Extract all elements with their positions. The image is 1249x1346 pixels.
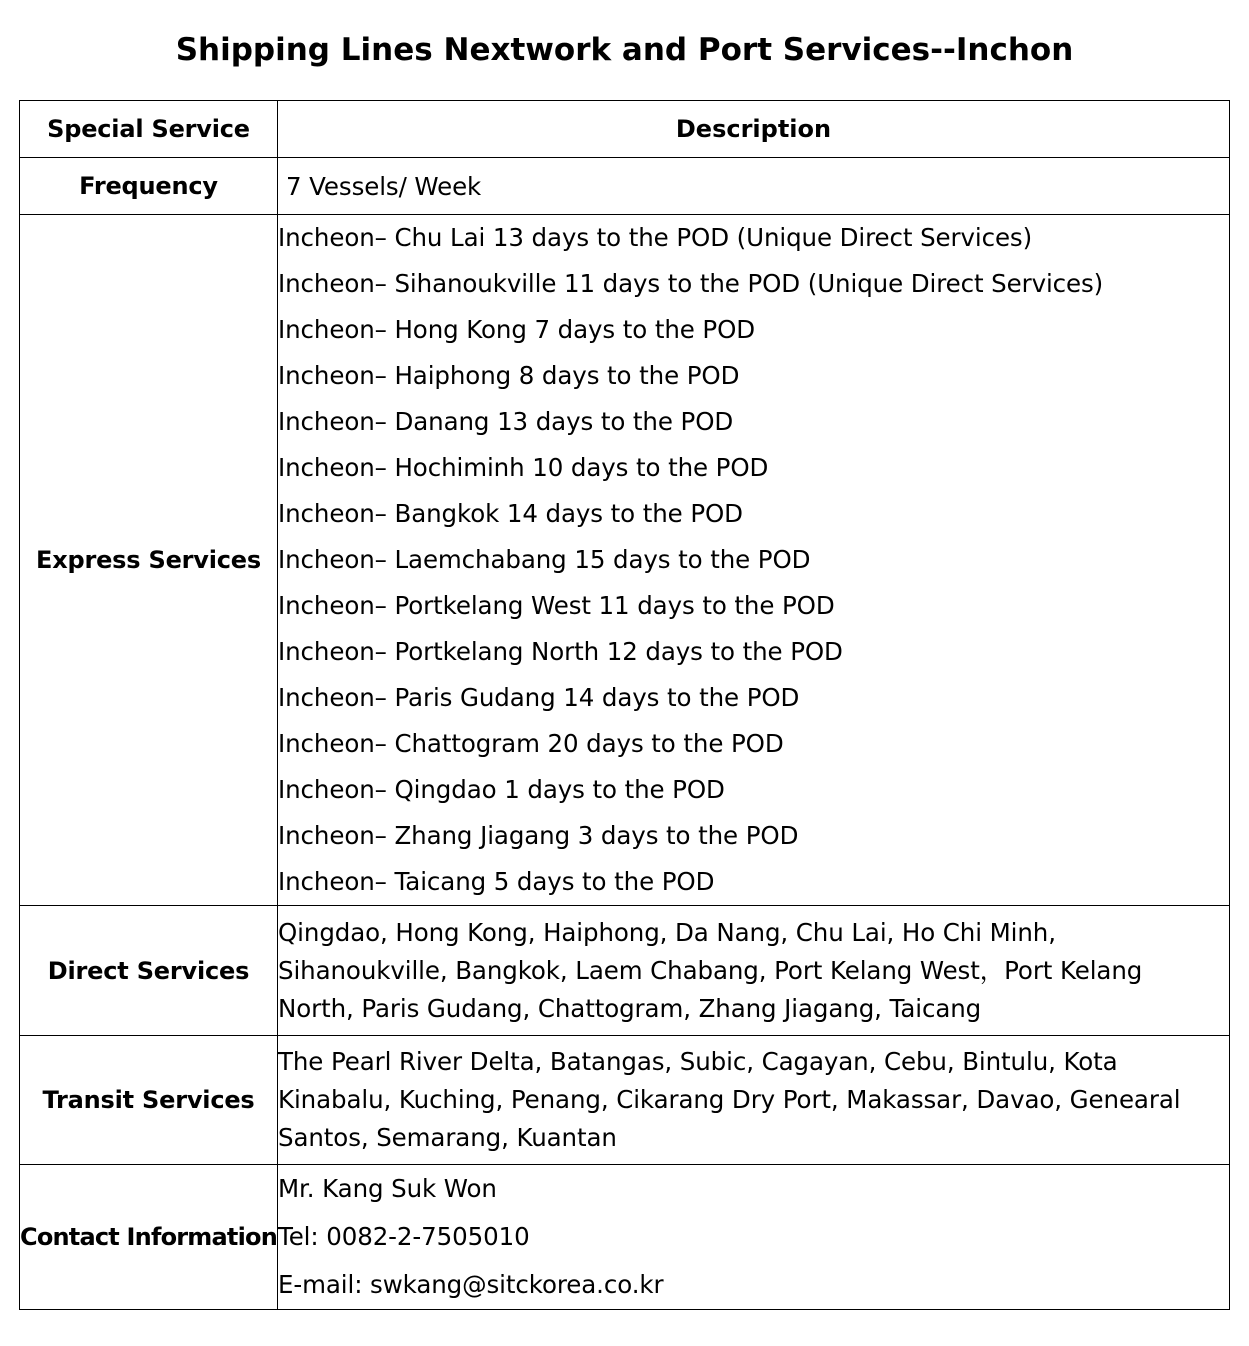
- transit-row: [20, 1036, 1230, 1165]
- express-route: Incheon– Zhang Jiagang 3 days to the POD: [278, 821, 799, 850]
- frequency-row: [20, 158, 1230, 215]
- express-route: Incheon– Hong Kong 7 days to the POD: [278, 315, 756, 344]
- transit-label: Transit Services: [20, 1036, 278, 1165]
- express-route: Incheon– Chattogram 20 days to the POD: [278, 729, 784, 758]
- direct-label: Direct Services: [20, 906, 278, 1036]
- frequency-value: 7 Vessels/ Week: [286, 171, 482, 201]
- contact-row: [20, 1165, 1230, 1310]
- express-route: Incheon– Sihanoukville 11 days to the POD (Unique Direct Services): [278, 269, 1104, 298]
- header-description: Description: [278, 101, 1230, 158]
- express-route: Incheon– Paris Gudang 14 days to the POD: [278, 683, 800, 712]
- express-route: Incheon– Bangkok 14 days to the POD: [278, 499, 743, 528]
- express-route: Incheon– Danang 13 days to the POD: [278, 407, 734, 436]
- header-row: [20, 101, 1230, 158]
- express-route: Incheon– Chu Lai 13 days to the POD (Unique Direct Services): [278, 223, 1033, 252]
- express-route: Incheon– Qingdao 1 days to the POD: [278, 775, 725, 804]
- express-route: Incheon– Portkelang North 12 days to the POD: [278, 637, 843, 666]
- contact-name: Mr. Kang Suk Won: [278, 1174, 497, 1203]
- contact-email: E-mail: swkang@sitckorea.co.kr: [278, 1270, 664, 1299]
- direct-ports: Qingdao, Hong Kong, Haiphong, Da Nang, Chu Lai, Ho Chi Minh, Sihanoukville, Bangkok, Laem Chabang, Port Kelang West，Port Kelang North, Paris Gudang, Chattogram, Zhang Jiagang, Taicang: [278, 917, 1143, 1023]
- page-title: Shipping Lines Nextwork and Port Services--Inchon: [175, 32, 1074, 68]
- express-route: Incheon– Laemchabang 15 days to the POD: [278, 545, 811, 574]
- services-table: [19, 100, 1230, 1310]
- express-row: [20, 215, 1230, 906]
- express-route: Incheon– Taicang 5 days to the POD: [278, 867, 715, 896]
- express-route: Incheon– Portkelang West 11 days to the POD: [278, 591, 835, 620]
- express-route: Incheon– Hochiminh 10 days to the POD: [278, 453, 769, 482]
- contact-tel: Tel: 0082-2-7505010: [278, 1222, 530, 1251]
- direct-row: [20, 906, 1230, 1036]
- express-label: Express Services: [20, 215, 278, 906]
- header-special-service: Special Service: [20, 101, 278, 158]
- transit-ports: The Pearl River Delta, Batangas, Subic, Cagayan, Cebu, Bintulu, Kota Kinabalu, Kuching, Penang, Cikarang Dry Port, Makassar, Davao, Genearal Santos, Semarang, Kuantan: [278, 1047, 1181, 1152]
- express-list: [278, 215, 1230, 906]
- express-route: Incheon– Haiphong 8 days to the POD: [278, 361, 740, 390]
- contact-label: Contact Information: [20, 1165, 278, 1310]
- frequency-label: Frequency: [20, 158, 278, 215]
